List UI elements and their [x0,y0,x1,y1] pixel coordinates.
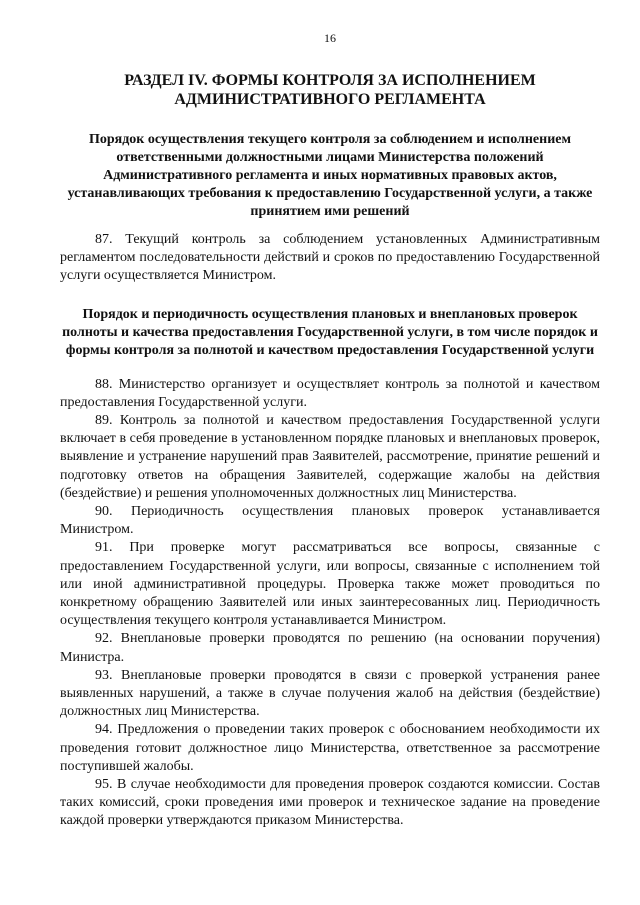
paragraph-94: 94. Предложения о проведении таких проверок с обоснованием необходимости их проведения готовит должностное лицо Министерства, ответственное за рассмотрение поступившей жалобы. [60,722,600,774]
section-title [60,71,600,109]
paragraph-92: 92. Внеплановые проверки проводятся по решению (на основании поручения) Министра. [60,631,600,665]
paragraph-87: 87. Текущий контроль за соблюдением установленных Административным регламентом последовательности действий и сроков по предоставлению Государственной услуги осуществляется Министром. [60,232,600,284]
paragraph-90: 90. Периодичность осуществления плановых проверок устанавливается Министром. [60,504,600,538]
paragraph-88: 88. Министерство организует и осуществляет контроль за полнотой и качеством предоставления Государственной услуги. [60,376,600,410]
section-title-line1: РАЗДЕЛ IV. ФОРМЫ КОНТРОЛЯ ЗА ИСПОЛНЕНИЕМ [124,72,536,89]
subheading-inspections: Порядок и периодичность осуществления плановых и внеплановых проверок полноты и качества предоставления Государственной услуги, в том числе порядок и формы контроля за полнотой и качеством предоставления Государственной услуги [62,306,598,358]
subheading-current-control: Порядок осуществления текущего контроля за соблюдением и исполнением ответственными должностными лицами Министерства положений Административного регламента и иных нормативных правовых актов, устанавливающих требования к предоставлению Государственной услуги, а также принятием ими решений [67,132,593,219]
paragraph-89: 89. Контроль за полнотой и качеством предоставления Государственной услуги включает в себя проведение в установленном порядке плановых и внеплановых проверок, выявление и устранение нарушений прав Заявителей, рассмотрение, принятие решений и подготовку ответов на обращения Заявителей, содержащие жалобы на действия (бездействие) и решения уполномоченных должностных лиц Министерства. [60,413,600,501]
paragraph-95: 95. В случае необходимости для проведения проверок создаются комиссии. Состав таких комиссий, сроки проведения ими проверок и техническое задание на проведение каждой проверки утверждаются приказом Министерства. [60,777,600,829]
paragraph-93: 93. Внеплановые проверки проводятся в связи с проверкой устранения ранее выявленных нарушений, а также в случае получения жалоб на действия (бездействие) должностных лиц Министерства. [60,667,600,720]
section-title-line2: АДМИНИСТРАТИВНОГО РЕГЛАМЕНТА [174,91,486,108]
paragraph-91: 91. При проверке могут рассматриваться все вопросы, связанные с предоставлением Государственной услуги, или вопросы, связанные с исполнением той или иной административной процедуры. Проверка также может проводиться по конкретному обращению Заявителей или иных заинтересованных лиц. Периодичность осуществления текущего контроля устанавливается Министром. [60,540,600,629]
page-number: 16 [324,31,336,45]
